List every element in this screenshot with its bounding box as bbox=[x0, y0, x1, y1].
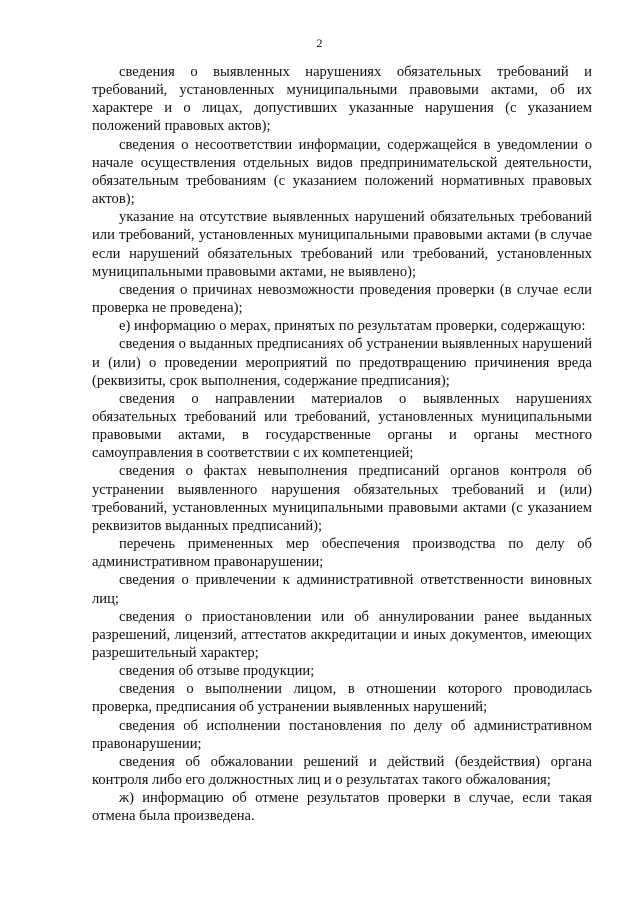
paragraph: ж) информацию об отмене результатов проверки в случае, если такая отмена была произведена. bbox=[92, 790, 592, 825]
paragraph: перечень примененных мер обеспечения производства по делу об административном правонарушении; bbox=[92, 536, 592, 571]
document-body bbox=[92, 63, 592, 826]
paragraph: сведения о направлении материалов о выявленных нарушениях обязательных требований или требований, установленных муниципальными правовыми актами, в государственные органы и органы местного самоуправления в соответствии с их компетенцией; bbox=[92, 390, 592, 462]
paragraph: сведения о приостановлении или об аннулировании ранее выданных разрешений, лицензий, аттестатов аккредитации и иных документов, имеющих разрешительный характер; bbox=[92, 608, 592, 661]
page-number: 2 bbox=[316, 36, 323, 50]
paragraph: е) информацию о мерах, принятых по результатам проверки, содержащую: bbox=[119, 318, 586, 335]
paragraph: сведения об исполнении постановления по делу об административном правонарушении; bbox=[92, 717, 592, 752]
paragraph: сведения о несоответствии информации, содержащейся в уведомлении о начале осуществления отдельных видов предпринимательской деятельности, обязательным требованиям (с указанием положений нормативных правовых актов); bbox=[92, 136, 592, 208]
paragraph: сведения о выданных предписаниях об устранении выявленных нарушений и (или) о проведении мероприятий по предотвращению причинения вреда (реквизиты, срок выполнения, содержание предписания); bbox=[92, 336, 592, 389]
paragraph: сведения о причинах невозможности проведения проверки (в случае если проверка не проведена); bbox=[92, 281, 592, 317]
paragraph: сведения о выполнении лицом, в отношении которого проводилась проверка, предписания об устранении выявленных нарушений; bbox=[92, 681, 592, 716]
paragraph: сведения о фактах невыполнения предписаний органов контроля об устранении выявленного нарушения обязательных требований и (или) требований, установленных муниципальными правовыми актами (с указанием реквизитов выданных предписаний); bbox=[92, 463, 592, 534]
paragraph: сведения об отзыве продукции; bbox=[119, 663, 315, 680]
paragraph: сведения о привлечении к административной ответственности виновных лиц; bbox=[92, 572, 592, 607]
paragraph: сведения об обжаловании решений и действий (бездействия) органа контроля либо его должностных лиц и о результатах такого обжалования; bbox=[92, 753, 592, 789]
paragraph: указание на отсутствие выявленных нарушений обязательных требований или требований, установленных муниципальными правовыми актами (в случае если нарушений обязательных требований или требований, установленных муниципальными правовыми актами, не выявлено); bbox=[92, 209, 592, 280]
paragraph: сведения о выявленных нарушениях обязательных требований и требований, установленных муниципальными правовыми актами, об их характере и о лицах, допустивших указанные нарушения (с указанием положений правовых актов); bbox=[92, 64, 592, 135]
